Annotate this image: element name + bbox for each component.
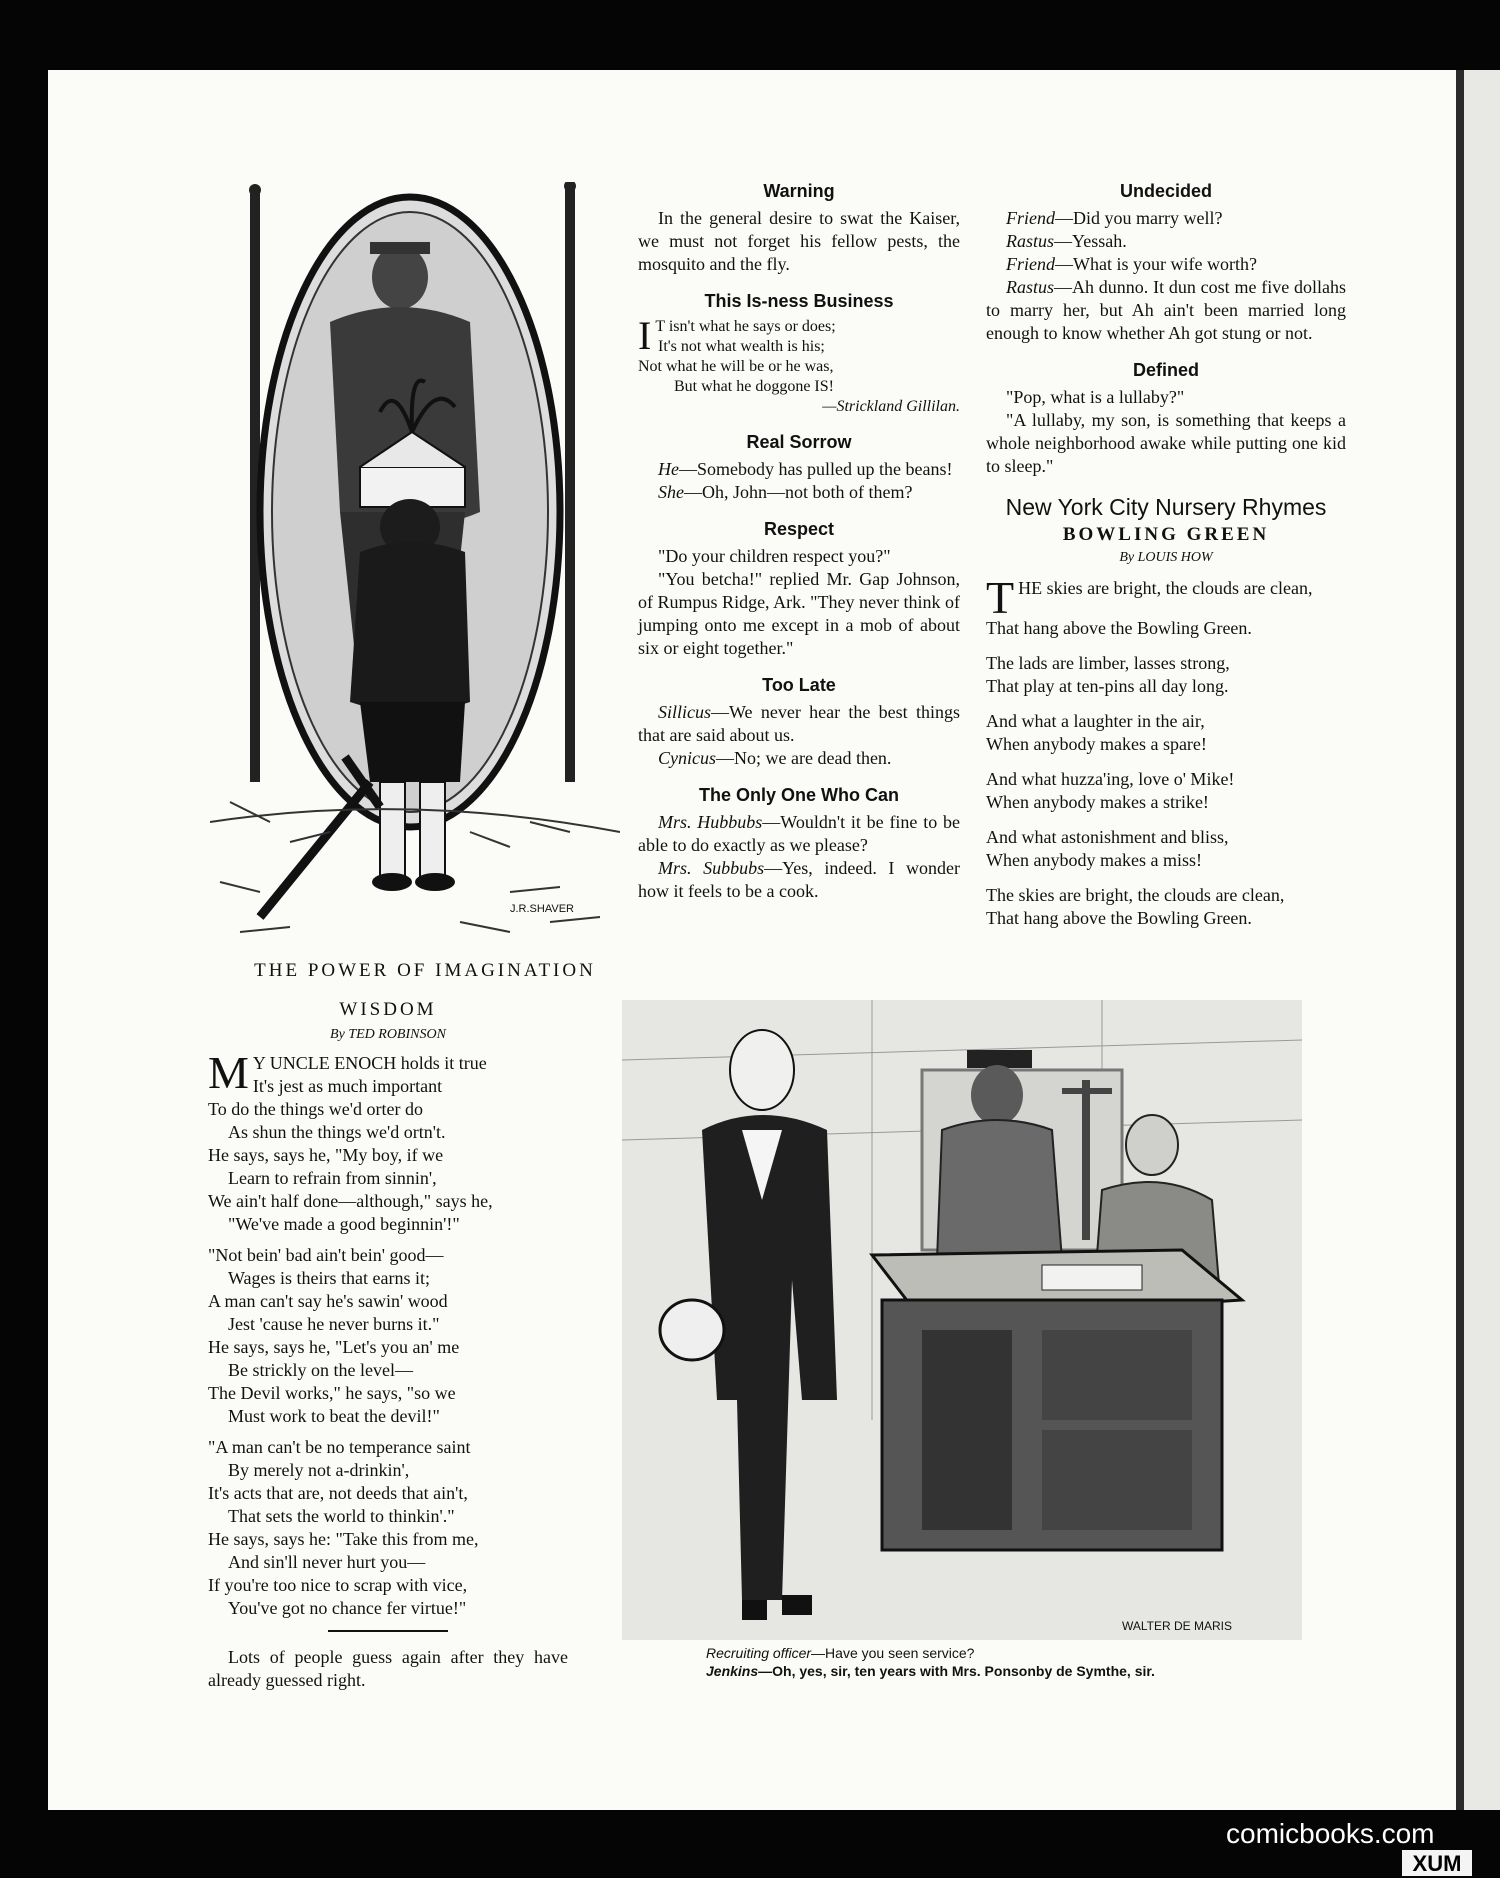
- poem-line: Be strickly on the level—: [228, 1360, 413, 1380]
- jokes-column-3: [986, 180, 1346, 930]
- cartoon-recruiting-office: [622, 1000, 1302, 1640]
- toolate-title: Too Late: [762, 675, 836, 695]
- poem-line: "A man can't be no temperance saint: [208, 1437, 471, 1457]
- wisdom-byline: By TED ROBINSON: [330, 1027, 446, 1042]
- poem-line: The skies are bright, the clouds are clean,: [986, 885, 1285, 905]
- speaker: Friend: [1006, 208, 1055, 228]
- sorrow-title: Real Sorrow: [746, 432, 852, 452]
- toolate-line-2: [638, 747, 960, 770]
- poem-line: That hang above the Bowling Green.: [986, 908, 1252, 928]
- onlyone-line-2: [638, 857, 960, 903]
- undecided-line-3: [986, 253, 1346, 276]
- wisdom-closing: Lots of people guess again after they have already guessed right.: [208, 1647, 568, 1690]
- speaker: Friend: [1006, 254, 1055, 274]
- dialogue: —Did you marry well?: [1055, 208, 1223, 228]
- wisdom-dropcap: M: [208, 1047, 249, 1098]
- poem-line: Jest 'cause he never burns it.": [228, 1314, 440, 1334]
- speaker: Rastus: [1006, 231, 1055, 251]
- poem-line: And sin'll never hurt you—: [228, 1552, 426, 1572]
- onlyone-title: The Only One Who Can: [698, 785, 899, 805]
- caption-line-2: [706, 1662, 1306, 1680]
- cartoon1-signature: J.R.SHAVER: [510, 903, 574, 915]
- respect-line-1: "Do your children respect you?": [658, 546, 891, 566]
- poem-line: And what astonishment and bliss,: [986, 827, 1229, 847]
- dialogue: —Oh, yes, sir, ten years with Mrs. Ponsonby de Symthe, sir.: [758, 1663, 1155, 1679]
- onlyone-line-1: [638, 811, 960, 857]
- nursery-couplet: [986, 652, 1346, 698]
- xum-badge: XUM: [1402, 1850, 1472, 1876]
- dialogue: —Wouldn't it be fine to be able to do exactly as we please?: [638, 812, 960, 855]
- divider: [328, 1630, 448, 1632]
- page-gutter: [1456, 70, 1464, 1810]
- poem-line: But what he doggone IS!: [674, 378, 834, 395]
- poem-line: By merely not a-drinkin',: [228, 1460, 410, 1480]
- cartoon1-caption: THE POWER OF IMAGINATION: [254, 960, 596, 981]
- poem-line: It's acts that are, not deeds that ain't,: [208, 1483, 468, 1503]
- poem-line: He says, says he, "My boy, if we: [208, 1145, 444, 1165]
- undecided-line-2: [986, 230, 1346, 253]
- cartoon2-signature: WALTER DE MARIS: [1122, 1619, 1233, 1633]
- nursery-dropcap: T: [986, 572, 1015, 623]
- poem-line: Learn to refrain from sinnin',: [228, 1168, 437, 1188]
- dialogue: —We never hear the best things that are said about us.: [638, 702, 960, 745]
- speaker: Sillicus: [658, 702, 711, 722]
- jokes-column-2: [638, 180, 960, 903]
- isness-dropcap: I: [638, 313, 652, 358]
- poem-line: It's not what wealth is his;: [658, 338, 825, 355]
- poem-line: He says, says he: "Take this from me,: [208, 1529, 479, 1549]
- isness-attribution: —Strickland Gillilan.: [822, 398, 960, 415]
- nursery-heading: New York City Nursery Rhymes: [1005, 494, 1327, 520]
- poem-line: You've got no chance fer virtue!": [228, 1598, 467, 1618]
- nursery-couplet-first: [986, 572, 1346, 640]
- cartoon-power-of-imagination: [210, 182, 620, 942]
- speaker: Mrs. Hubbubs: [658, 812, 763, 832]
- wisdom-stanza-3: [208, 1436, 568, 1620]
- wisdom-stanza-1: [208, 1047, 568, 1236]
- isness-poem: [638, 313, 960, 417]
- poem-line: It's jest as much important: [252, 1076, 443, 1096]
- poem-line: The Devil works," he says, "so we: [208, 1383, 456, 1403]
- poem-line: He says, says he, "Let's you an' me: [208, 1337, 460, 1357]
- poem-line: Must work to beat the devil!": [228, 1406, 440, 1426]
- dialogue: —Yessah.: [1054, 231, 1127, 251]
- poem-line: The lads are limber, lasses strong,: [986, 653, 1230, 673]
- speaker: Rastus: [1006, 277, 1055, 297]
- poem-line: T isn't what he says or does;: [655, 318, 836, 335]
- nursery-couplet: [986, 826, 1346, 872]
- poem-line: If you're too nice to scrap with vice,: [208, 1575, 468, 1595]
- poem-line: "Not bein' bad ain't bein' good—: [208, 1245, 444, 1265]
- defined-line-1: "Pop, what is a lullaby?": [1006, 387, 1185, 407]
- speaker: Mrs. Subbubs: [658, 858, 765, 878]
- dialogue: —Ah dunno. It dun cost me five dollahs to marry her, but Ah ain't been married long enough to know whether Ah got stung or not.: [986, 277, 1346, 343]
- nursery-byline: By LOUIS HOW: [1119, 550, 1213, 565]
- speaker: Recruiting officer: [706, 1645, 812, 1661]
- poem-line: HE skies are bright, the clouds are clean,: [1018, 578, 1313, 598]
- poem-line: That play at ten-pins all day long.: [986, 676, 1229, 696]
- dialogue: —No; we are dead then.: [716, 748, 892, 768]
- nursery-couplet: [986, 768, 1346, 814]
- nursery-couplet: [986, 884, 1346, 930]
- poem-line: A man can't say he's sawin' wood: [208, 1291, 448, 1311]
- respect-title: Respect: [763, 519, 835, 539]
- poem-line: "We've made a good beginnin'!": [228, 1214, 460, 1234]
- dialogue: —What is your wife worth?: [1055, 254, 1257, 274]
- poem-line: To do the things we'd orter do: [208, 1099, 423, 1119]
- defined-title: Defined: [1132, 360, 1199, 380]
- speaker: Jenkins: [706, 1663, 759, 1679]
- poem-line: We ain't half done—although," says he,: [208, 1191, 493, 1211]
- poem-line: Y UNCLE ENOCH holds it true: [252, 1053, 487, 1073]
- nursery-couplet: [986, 710, 1346, 756]
- wisdom-title: WISDOM: [339, 999, 437, 1020]
- cartoon2-caption: [706, 1644, 1306, 1680]
- defined-line-2: "A lullaby, my son, is something that keeps a whole neighborhood awake while putting one kid to sleep.": [986, 410, 1346, 476]
- poem-line: Wages is theirs that earns it;: [228, 1268, 430, 1288]
- caption-line-1: [706, 1644, 1306, 1662]
- site-watermark: comicbooks.com: [1226, 1818, 1435, 1849]
- wisdom-stanza-2: [208, 1244, 568, 1428]
- dialogue: —Somebody has pulled up the beans!: [679, 459, 953, 479]
- sorrow-line-2: [638, 481, 960, 504]
- poem-line: When anybody makes a spare!: [986, 734, 1207, 754]
- poem-line: And what huzza'ing, love o' Mike!: [986, 769, 1235, 789]
- respect-line-2: "You betcha!" replied Mr. Gap Johnson, of Rumpus Ridge, Ark. "They never think of jumping onto me except in a mob of about six or eight together.": [638, 569, 960, 658]
- speaker: She: [658, 482, 684, 502]
- isness-title: This Is-ness Business: [704, 291, 894, 311]
- toolate-line-1: [638, 701, 960, 747]
- wisdom-poem: [208, 998, 568, 1692]
- undecided-line-1: [986, 207, 1346, 230]
- poem-line: As shun the things we'd ortn't.: [228, 1122, 446, 1142]
- poem-line: That sets the world to thinkin'.": [228, 1506, 455, 1526]
- warning-text: In the general desire to swat the Kaiser, we must not forget his fellow pests, the mosquito and the fly.: [638, 208, 960, 274]
- undecided-line-4: [986, 276, 1346, 345]
- dialogue: —Have you seen service?: [811, 1645, 975, 1661]
- dialogue: —Oh, John—not both of them?: [684, 482, 913, 502]
- warning-title: Warning: [763, 181, 835, 201]
- poem-line: Not what he will be or he was,: [638, 358, 834, 375]
- poem-line: That hang above the Bowling Green.: [986, 618, 1252, 638]
- speaker: Cynicus: [658, 748, 716, 768]
- sorrow-line-1: [638, 458, 960, 481]
- next-page-edge: [1464, 70, 1500, 1810]
- nursery-subheading: BOWLING GREEN: [1062, 524, 1270, 545]
- speaker: He: [658, 459, 679, 479]
- poem-line: And what a laughter in the air,: [986, 711, 1205, 731]
- poem-line: When anybody makes a miss!: [986, 850, 1202, 870]
- undecided-title: Undecided: [1119, 181, 1212, 201]
- dialogue: —Yes, indeed. I wonder how it feels to be a cook.: [638, 858, 960, 901]
- poem-line: When anybody makes a strike!: [986, 792, 1209, 812]
